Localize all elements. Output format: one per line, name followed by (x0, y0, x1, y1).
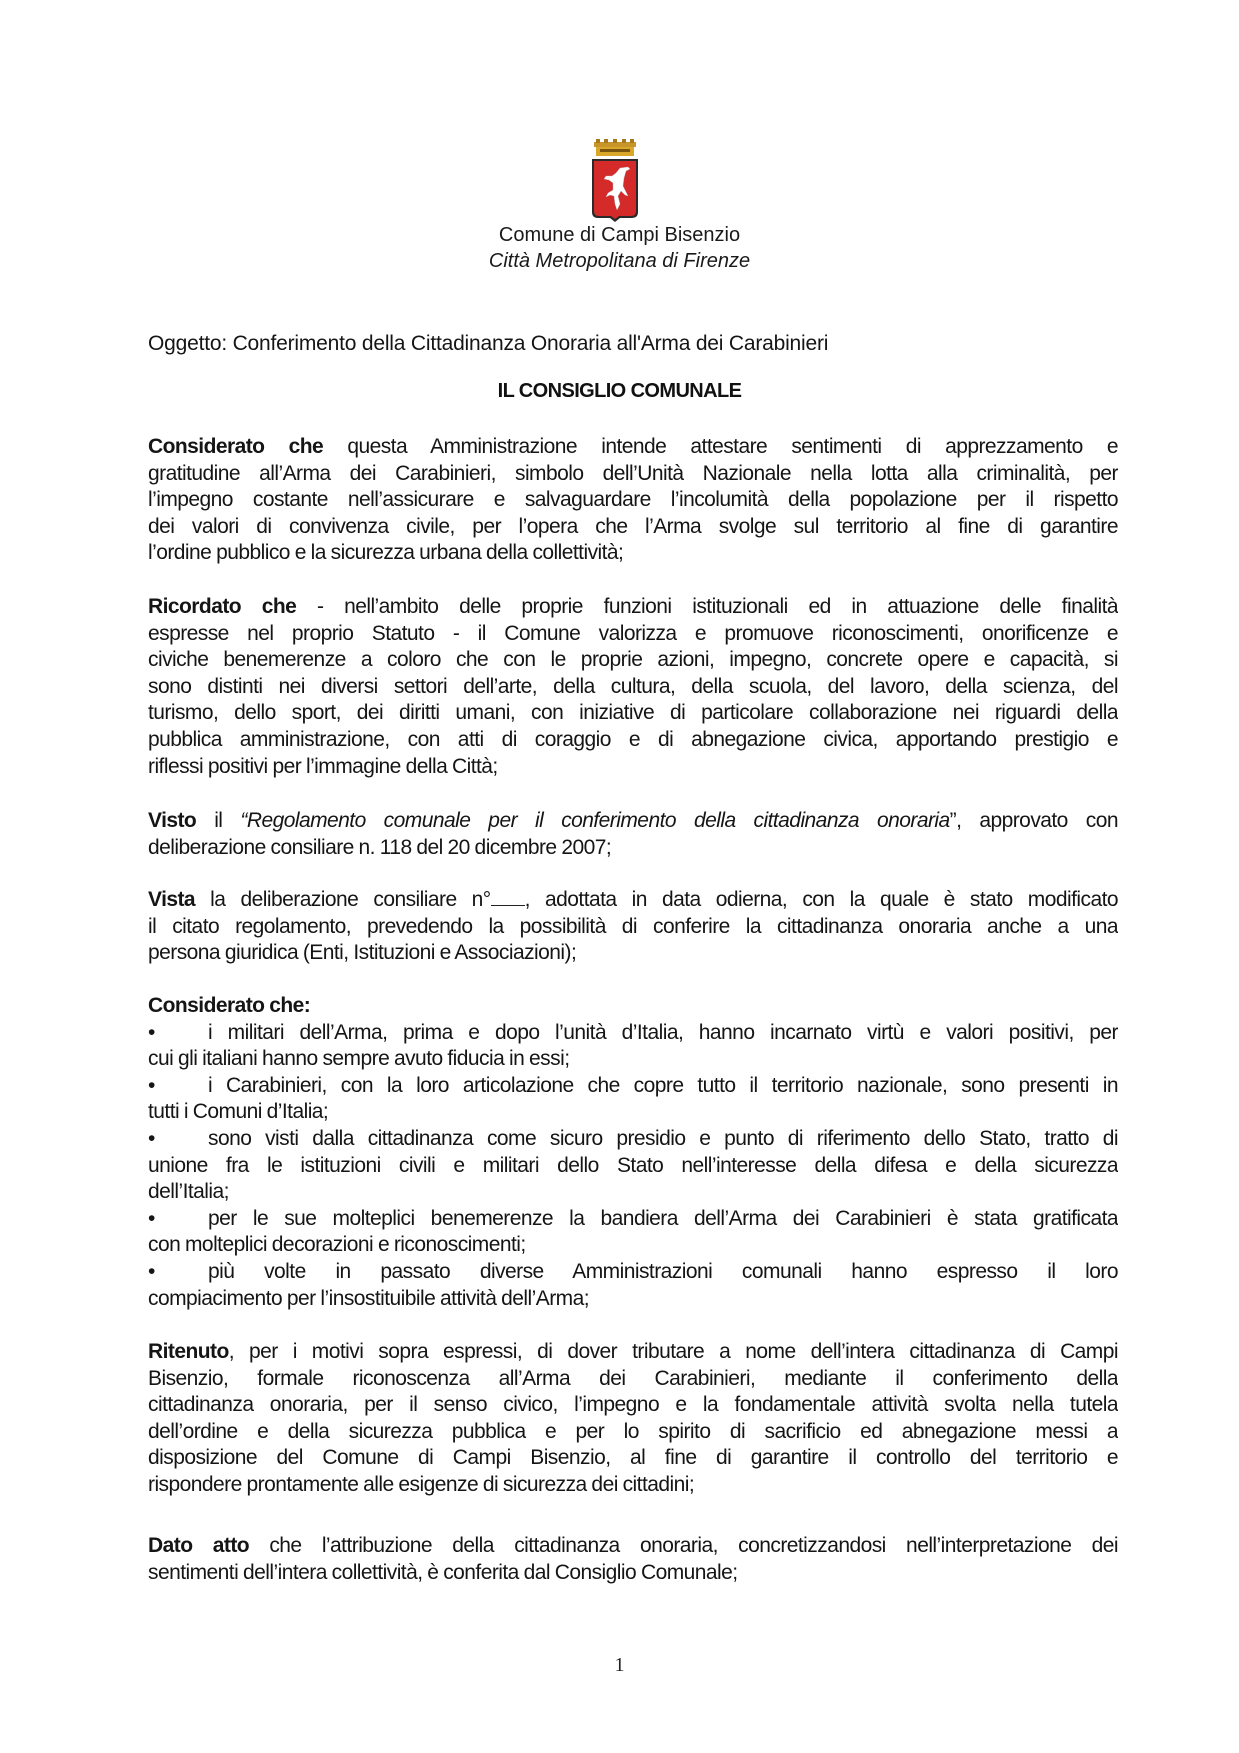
metro-city-name: Città Metropolitana di Firenze (488, 250, 751, 272)
list-item: • per le sue molteplici benemerenze la bandiera dell’Arma dei Carabinieri è stata gratificata (148, 1206, 1118, 1233)
paragraph-ritenuto: Ritenuto, per i motivi sopra espressi, di dover tributare a nome dell’intera cittadinanza di Campi Bisenzio, formale riconoscenza all’Arma dei Carabinieri, mediante il conferimento della cittadinanza onoraria, per il senso civico, l’impegno e la fondamentale attività svolta nella tutela dell’ordine e della sicurezza pubblica e per lo spirito di sacrificio ed abnegazione messi a disposizione del Comune di Campi Bisenzio, al fine di garantire il controllo del territorio e rispondere prontamente alle esigenze di sicurezza dei cittadini; (148, 1340, 1118, 1496)
paragraph-ricordato: Ricordato che - nell’ambito delle proprie funzioni istituzionali ed in attuazione delle finalità espresse nel proprio Statuto - il Comune valorizza e promuove riconoscimenti, onorificenze e civiche benemerenze a coloro che con le proprie azioni, impegno, concrete opere e capacità, si sono distinti nei diversi settori dell’arte, della cultura, della scuola, del lavoro, della scienza, del turismo, dello sport, dei diritti umani, con iniziative di particolare collaborazione nei riguardi della pubblica amministrazione, con atti di coraggio e di abnegazione civica, apportando prestigio e riflessi positivi per l’immagine della Città; (148, 595, 1118, 778)
bullet-icon: • (148, 1259, 155, 1283)
coat-of-arms-icon (590, 138, 640, 222)
list-item: • i militari dell’Arma, prima e dopo l’unità d’Italia, hanno incarnato virtù e valori positivi, per (148, 1020, 1118, 1047)
list-item: • sono visti dalla cittadinanza come sicuro presidio e punto di riferimento dello Stato, tratto di (148, 1126, 1118, 1153)
paragraph-considerato-list: Considerato che: • i militari dell’Arma, prima e dopo l’unità d’Italia, hanno incarnato virtù e valori positivi, per cui gli italiani hanno sempre avuto fiducia in essi; • i Carabinieri, con la loro articolazione che copre tutto il territorio nazionale, sono presenti in tutti i Comuni d’Italia; • sono visti dalla cittadinanza come sicuro presidio e punto di riferimento dello Stato, tratto di unione fra le istituzioni civili e militari dello Stato nell’interesse della difesa e della sicurezza dell’Italia; • per le sue molteplici benemerenze la bandiera dell’Arma dei Carabinieri è stata gratificata con molteplici decorazioni e riconoscimenti; • più volte in passato diverse Amministrazioni comunali hanno espresso il loro compiacimento per l’insostituibile attività dell’Arma; (148, 994, 1118, 1310)
paragraph-lead: Dato atto (148, 1534, 250, 1557)
list-item: • più volte in passato diverse Amministrazioni comunali hanno espresso il loro (148, 1259, 1118, 1286)
deliberation-number-blank (491, 887, 525, 906)
list-heading: Considerato che: (148, 994, 311, 1017)
paragraph-lead: Vista (148, 888, 196, 911)
bullet-icon: • (148, 1206, 155, 1230)
paragraph-lead: Ricordato che (148, 595, 297, 618)
municipality-name: Comune di Campi Bisenzio (498, 224, 741, 246)
paragraph-visto: Visto il “Regolamento comunale per il conferimento della cittadinanza onoraria”, approvato con deliberazione consiliare n. 118 del 20 dicembre 2007; (148, 809, 1118, 859)
bullet-icon: • (148, 1126, 155, 1150)
paragraph-lead: Visto (148, 809, 197, 832)
council-title: IL CONSIGLIO COMUNALE (497, 380, 742, 402)
paragraph-considerato: Considerato che questa Amministrazione intende attestare sentimenti di apprezzamento e gratitudine all’Arma dei Carabinieri, simbolo dell’Unità Nazionale nella lotta alla criminalità, per l’impegno costante nell’assicurare e salvaguardare l’incolumità della popolazione per il rispetto dei valori di convivenza civile, per l’opera che l’Arma svolge sul territorio al fine di garantire l’ordine pubblico e la sicurezza urbana della collettività; (148, 435, 1118, 565)
bullet-icon: • (148, 1073, 155, 1097)
list-item: • i Carabinieri, con la loro articolazione che copre tutto il territorio nazionale, sono presenti in (148, 1073, 1118, 1100)
paragraph-lead: Considerato che (148, 435, 324, 458)
bullet-icon: • (148, 1020, 155, 1044)
paragraph-vista: Vista la deliberazione consiliare n° , adottata in data odierna, con la quale è stato modificato il citato regolamento, prevedendo la possibilità di conferire la cittadinanza onoraria anche a una persona giuridica (Enti, Istituzioni e Associazioni); (148, 888, 1118, 965)
paragraph-dato-atto: Dato atto che l’attribuzione della cittadinanza onoraria, concretizzandosi nell’interpretazione dei sentimenti dell’intera collettività, è conferita dal Consiglio Comunale; (148, 1534, 1118, 1584)
paragraph-lead: Ritenuto (148, 1340, 229, 1363)
page-number: 1 (614, 1654, 625, 1676)
subject-line: Oggetto: Conferimento della Cittadinanza Onoraria all'Arma dei Carabinieri (148, 332, 829, 355)
regulation-title: “Regolamento comunale per il conferimento della cittadinanza onoraria (240, 809, 950, 832)
